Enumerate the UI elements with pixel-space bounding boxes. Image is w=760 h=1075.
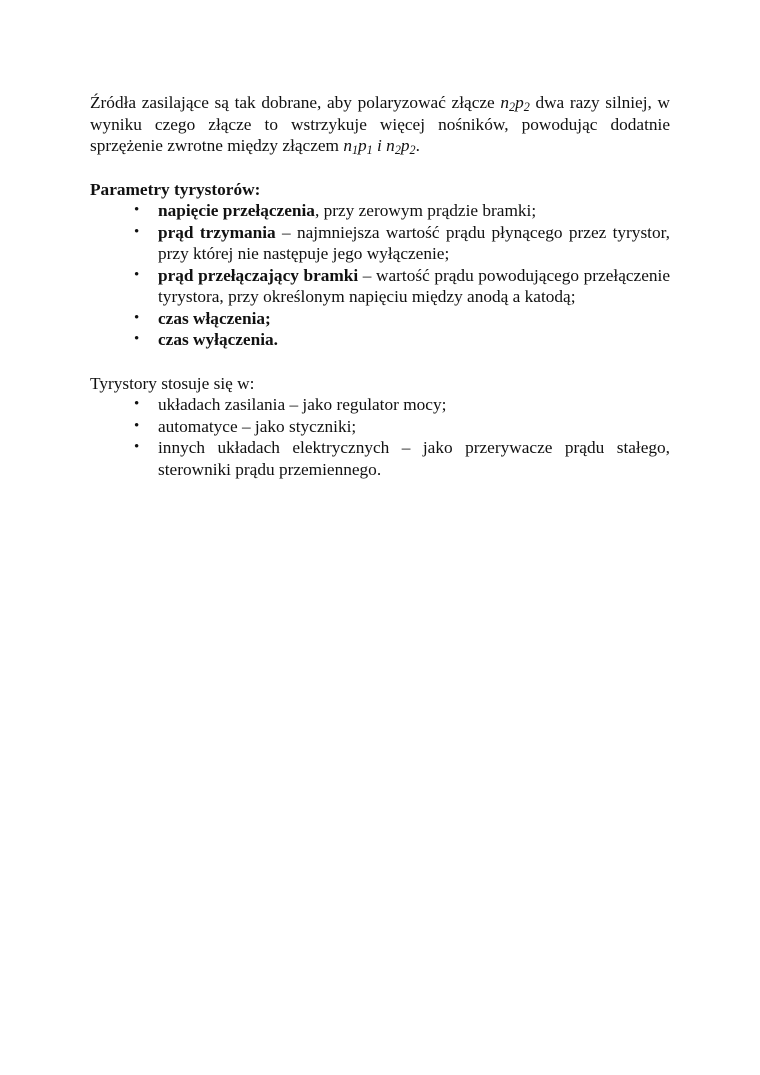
applications-list [90,394,670,480]
bullet-icon: • [134,266,140,283]
application-text: innych układach elektrycznych – jako przerywacze prądu stałego, sterowniki prądu przemiennego. [158,438,670,479]
intro-paragraph: Źródła zasilające są tak dobrane, aby polaryzować złącze $n_2p_2$ dwa razy silniej, w wyniku czego złącze to wstrzykuje więcej nośników, powodując dodatnie sprzężenie zwrotne między złączem $n_1p_1$ i $n_2p_2$. [90,93,670,158]
param-text: – wartość prądu powodującego przełączenie tyrystora, przy określonym napięciu między anodą a katodą; [158,265,670,306]
conj-i: i [372,136,387,155]
param-term: czas włączenia [158,308,266,328]
var-n2: $n_2$ [500,93,516,115]
param-term: napięcie przełączenia [158,201,315,220]
bullet-icon: • [134,202,140,218]
var-p1: $p_1$ [358,136,373,158]
var-p2: $p_2$ [515,93,530,115]
list-item [90,222,670,265]
bullet-icon: • [134,439,140,455]
list-item [90,329,670,351]
parameters-heading: Parametry tyrystorów: [90,179,261,199]
application-text: automatyce – jako styczniki; [158,416,357,436]
param-term: czas wyłączenia [158,330,274,349]
applications-heading: Tyrystory stosuje się w: [90,373,255,393]
list-item [90,437,670,480]
list-item [90,416,670,438]
param-text: ; [265,308,271,328]
list-item [90,394,670,416]
param-text: , przy zerowym prądzie bramki; [314,201,537,220]
param-term: prąd przełączający bramki [158,265,359,285]
var-n1: $n_1$ [343,136,359,158]
param-term: prąd trzymania [158,222,276,242]
list-item [90,308,670,330]
bullet-icon: • [134,331,140,347]
bullet-icon: • [134,417,140,434]
intro-text: Źródła zasilające są tak dobrane, aby polaryzować złącze [90,93,501,112]
bullet-icon: • [134,223,140,240]
intro-text-2: dwa razy silniej, w wyniku czego złącze to wstrzykuje więcej nośników, powodując dodatnie sprzężenie zwrotne między złączem [90,93,670,155]
var-p2b: $p_2$ [400,136,416,158]
document-body [90,92,670,480]
param-text: – najmniejsza wartość prądu płynącego przez tyrystor, przy której nie następuje jego wyłączenie; [158,222,670,263]
list-item [90,265,670,308]
bullet-icon: • [134,309,140,326]
var-n2b: $n_2$ [386,136,401,158]
application-text: układach zasilania – jako regulator mocy; [158,395,447,414]
bullet-icon: • [134,396,140,412]
parameters-list [90,200,670,351]
list-item [90,200,670,222]
param-text: . [273,330,278,349]
